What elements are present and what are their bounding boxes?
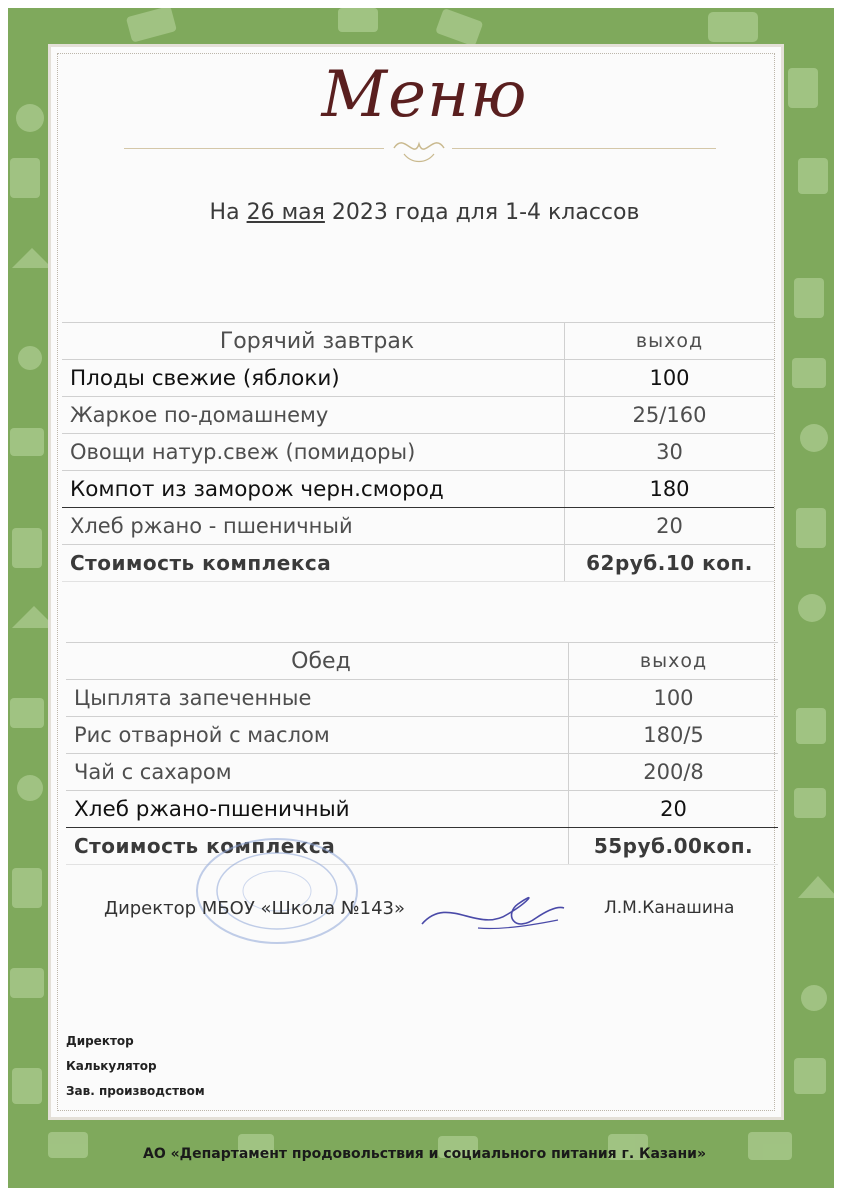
dish-name: Овощи натур.свеж (помидоры) bbox=[62, 434, 565, 471]
table-row bbox=[62, 360, 774, 397]
flourish-ornament-icon bbox=[390, 130, 448, 166]
subtitle-date: 26 мая bbox=[246, 200, 325, 225]
ornament-line-right bbox=[452, 148, 716, 149]
dish-name: Чай с сахаром bbox=[66, 754, 569, 791]
table-row bbox=[66, 791, 778, 828]
subtitle-prefix: На bbox=[209, 200, 247, 225]
dish-output: 20 bbox=[565, 508, 775, 545]
cost-value: 55руб.00коп. bbox=[569, 828, 779, 865]
cost-row bbox=[66, 828, 778, 865]
dish-output: 100 bbox=[565, 360, 775, 397]
lunch-section-title: Обед bbox=[66, 643, 569, 680]
table-row bbox=[62, 434, 774, 471]
dish-output: 100 bbox=[569, 680, 779, 717]
table-header-row bbox=[66, 643, 778, 680]
dish-output: 180/5 bbox=[569, 717, 779, 754]
dish-name: Компот из заморож черн.смород bbox=[62, 471, 565, 508]
dish-name: Цыплята запеченные bbox=[66, 680, 569, 717]
dish-output: 30 bbox=[565, 434, 775, 471]
cost-row bbox=[62, 545, 774, 582]
director-position: Директор МБОУ «Школа №143» bbox=[104, 898, 406, 919]
table-row bbox=[66, 717, 778, 754]
cost-label: Стоимость комплекса bbox=[66, 828, 569, 865]
dish-output: 200/8 bbox=[569, 754, 779, 791]
director-name: Л.М.Канашина bbox=[604, 898, 735, 918]
dish-name: Жаркое по-домашнему bbox=[62, 397, 565, 434]
output-column-header: выход bbox=[569, 643, 779, 680]
dish-output: 180 bbox=[565, 471, 775, 508]
table-row bbox=[62, 397, 774, 434]
cost-label: Стоимость комплекса bbox=[62, 545, 565, 582]
table-header-row bbox=[62, 323, 774, 360]
table-row bbox=[62, 508, 774, 545]
menu-title: Меню bbox=[321, 58, 528, 132]
table-row bbox=[66, 754, 778, 791]
cost-value: 62руб.10 коп. bbox=[565, 545, 775, 582]
dish-output: 20 bbox=[569, 791, 779, 828]
breakfast-table bbox=[62, 322, 774, 582]
table-row bbox=[66, 680, 778, 717]
dish-name: Плоды свежие (яблоки) bbox=[62, 360, 565, 397]
dish-name: Рис отварной с маслом bbox=[66, 717, 569, 754]
director-signature bbox=[418, 884, 568, 940]
ornament-line-left bbox=[124, 148, 384, 149]
dish-name: Хлеб ржано-пшеничный bbox=[66, 791, 569, 828]
breakfast-section-title: Горячий завтрак bbox=[62, 323, 565, 360]
lunch-table bbox=[66, 642, 778, 865]
signatory-director: Директор bbox=[66, 1034, 134, 1048]
signatory-calculator: Калькулятор bbox=[66, 1059, 157, 1073]
dish-name: Хлеб ржано - пшеничный bbox=[62, 508, 565, 545]
signatory-production-head: Зав. производством bbox=[66, 1084, 205, 1098]
output-column-header: выход bbox=[565, 323, 775, 360]
dish-output: 25/160 bbox=[565, 397, 775, 434]
organization-footer: АО «Департамент продовольствия и социального питания г. Казани» bbox=[142, 1146, 707, 1162]
school-seal-stamp bbox=[192, 836, 362, 946]
subtitle-suffix: 2023 года для 1-4 классов bbox=[324, 200, 640, 225]
table-row bbox=[62, 471, 774, 508]
menu-subtitle bbox=[0, 200, 849, 225]
